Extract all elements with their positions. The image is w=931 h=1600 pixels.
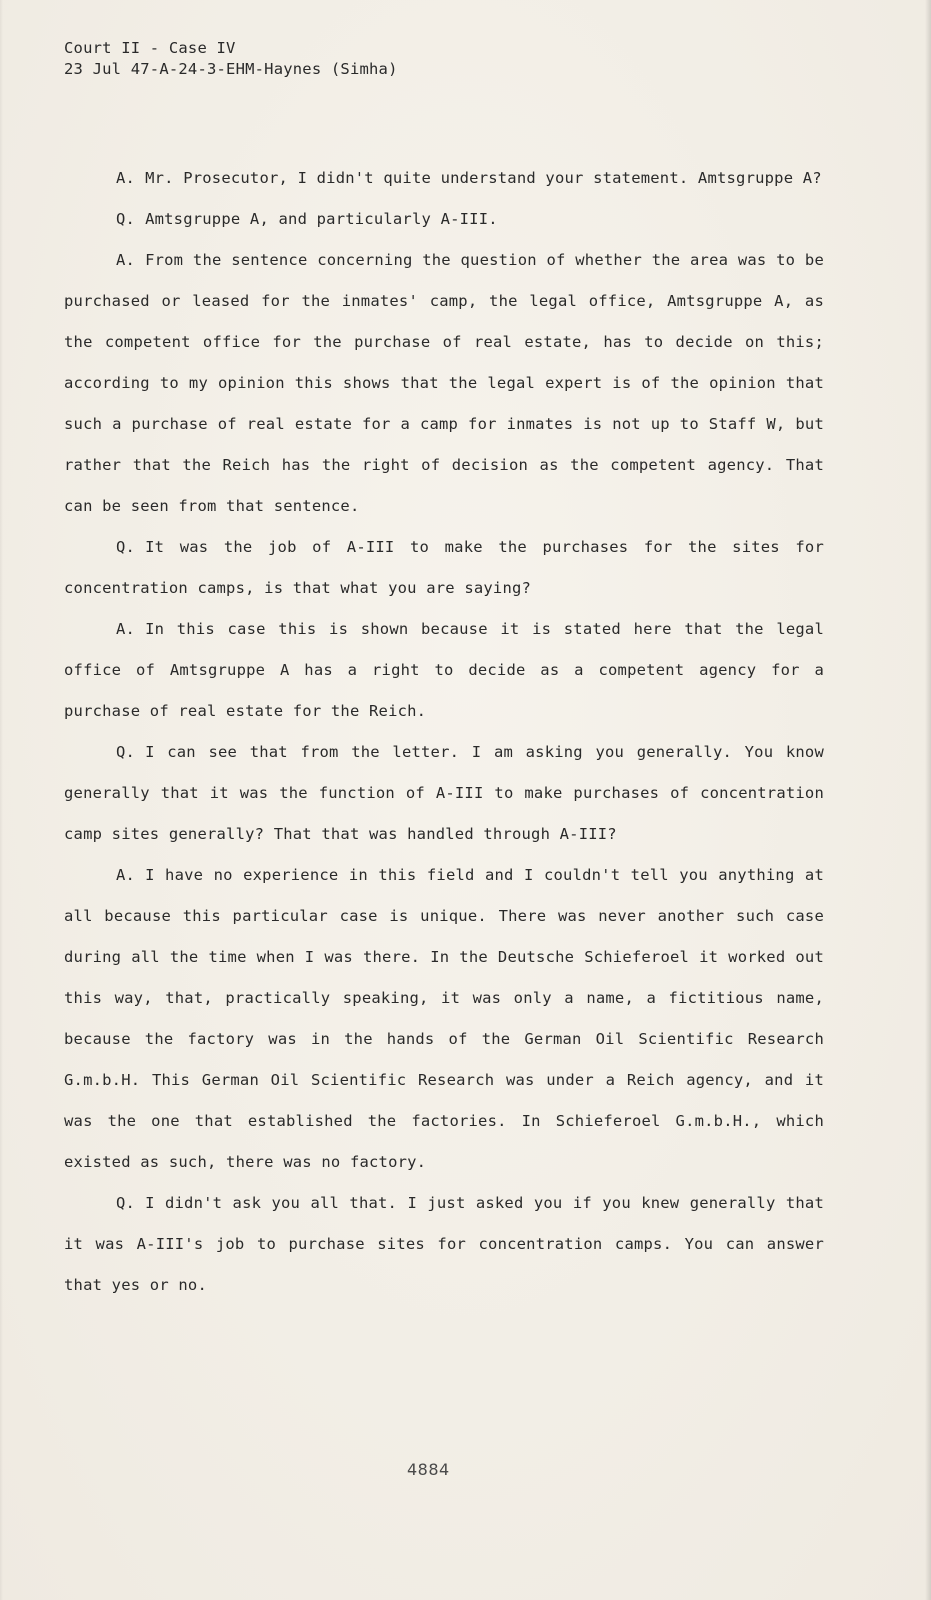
transcript-paragraph: [64, 1183, 824, 1306]
page-number: 4884: [407, 1460, 450, 1479]
transcript-paragraph: [64, 732, 824, 855]
speaker-label: A.: [116, 251, 136, 269]
transcript-paragraph: [64, 855, 824, 1183]
speaker-label: A.: [116, 620, 136, 638]
paragraph-text: I have no experience in this field and I couldn't tell you anything at all because this particular case is unique. There was never another such case during all the time when I was there. In the Deutsche Schieferoel it worked out this way, that, practically speaking, it was only a name, a fictitious name, because the factory was in the hands of the German Oil Scientific Research G.m.b.H. This German Oil Scientific Research was under a Reich agency, and it was the one that established the factories. In Schieferoel G.m.b.H., which existed as such, there was no factory.: [64, 866, 824, 1171]
speaker-label: Q.: [116, 538, 136, 556]
paragraph-text: Mr. Prosecutor, I didn't quite understand your statement. Amtsgruppe A?: [145, 169, 822, 187]
speaker-label: A.: [116, 169, 136, 187]
transcript-paragraph: [64, 609, 824, 732]
paragraph-text: From the sentence concerning the question of whether the area was to be purchased or leased for the inmates' camp, the legal office, Amtsgruppe A, as the competent office for the purchase of real estate, has to decide on this; according to my opinion this shows that the legal expert is of the opinion that such a purchase of real estate for a camp for inmates is not up to Staff W, but rather that the Reich has the right of decision as the competent agency. That can be seen from that sentence.: [64, 251, 824, 515]
transcript-paragraph: [64, 527, 824, 609]
paragraph-text: It was the job of A-III to make the purchases for the sites for concentration camps, is that what you are saying?: [64, 538, 824, 597]
paragraph-text: I didn't ask you all that. I just asked you if you knew generally that it was A-III's job to purchase sites for concentration camps. You can answer that yes or no.: [64, 1194, 824, 1294]
transcript-body: [64, 158, 824, 1306]
paragraph-text: Amtsgruppe A, and particularly A-III.: [145, 210, 498, 228]
transcript-paragraph: [64, 240, 824, 527]
speaker-label: Q.: [116, 1194, 136, 1212]
document-header: [64, 38, 398, 80]
transcript-paragraph: [64, 199, 824, 240]
speaker-label: Q.: [116, 743, 136, 761]
speaker-label: A.: [116, 866, 136, 884]
session-reference-line: 23 Jul 47-A-24-3-EHM-Haynes (Simha): [64, 60, 398, 78]
speaker-label: Q.: [116, 210, 136, 228]
transcript-paragraph: [64, 158, 824, 199]
court-case-line: Court II - Case IV: [64, 39, 236, 57]
paragraph-text: I can see that from the letter. I am asking you generally. You know generally that it was the function of A-III to make purchases of concentration camp sites generally? That that was handled through A-III?: [64, 743, 824, 843]
paragraph-text: In this case this is shown because it is stated here that the legal office of Amtsgruppe A has a right to decide as a competent agency for a purchase of real estate for the Reich.: [64, 620, 824, 720]
